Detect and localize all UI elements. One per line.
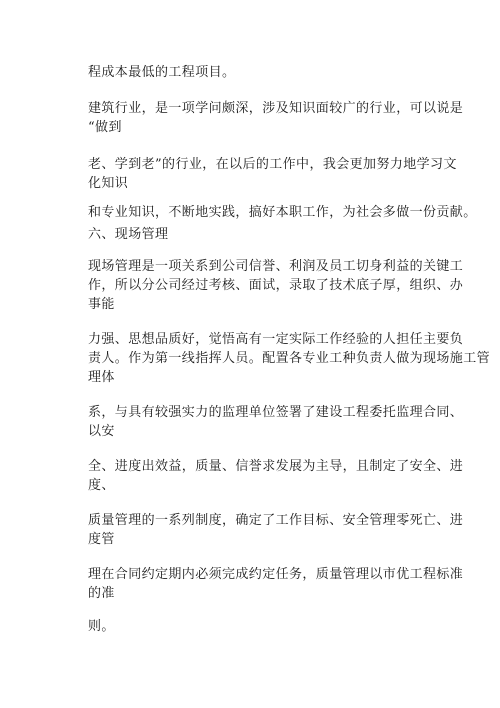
text-line: 和专业知识，不断地实践，搞好本职工作，为社会多做一份贡献。 (88, 205, 477, 220)
text-line: 力强、思想品质好，觉悟高有一定实际工作经验的人担任主要负 (88, 332, 464, 347)
text-line: 责人。作为第一线指挥人员。配置各专业工种负责人做为现场施工管 (88, 351, 491, 366)
text-line: 建筑行业，是一项学问颇深，涉及知识面较广的行业，可以说是 (88, 101, 464, 116)
text-line: 则。 (88, 619, 115, 634)
text-line: 理在合同约定期内必须完成约定任务，质量管理以市优工程标准 (88, 567, 464, 582)
text-line: 系，与具有较强实力的监理单位签署了建设工程委托监理合同、 (88, 405, 464, 420)
text-line: 化知识 (88, 176, 129, 191)
text-line: 的准 (88, 586, 115, 601)
text-line: 以安 (88, 424, 115, 439)
text-line: 度管 (88, 532, 115, 547)
text-line: 程成本最低的工程项目。 (88, 65, 236, 80)
text-line: 全、进度出效益，质量、信誉求发展为主导，且制定了安全、进 (88, 459, 464, 474)
text-line: 度、 (88, 478, 115, 493)
text-line: 作，所以分公司经过考核、面试，录取了技术底子厚，组织、办 (88, 278, 464, 293)
text-line: “做到 (88, 120, 122, 135)
text-line: 质量管理的一系列制度，确定了工作目标、安全管理零死亡、进 (88, 513, 464, 528)
text-line: 现场管理是一项关系到公司信誉、利润及员工切身利益的关键工 (88, 259, 464, 274)
text-line: 老、学到老”的行业，在以后的工作中，我会更加努力地学习文 (88, 157, 457, 172)
text-line: 理体 (88, 370, 115, 385)
text-line: 事能 (88, 297, 115, 312)
section-heading: 六、现场管理 (88, 227, 169, 242)
